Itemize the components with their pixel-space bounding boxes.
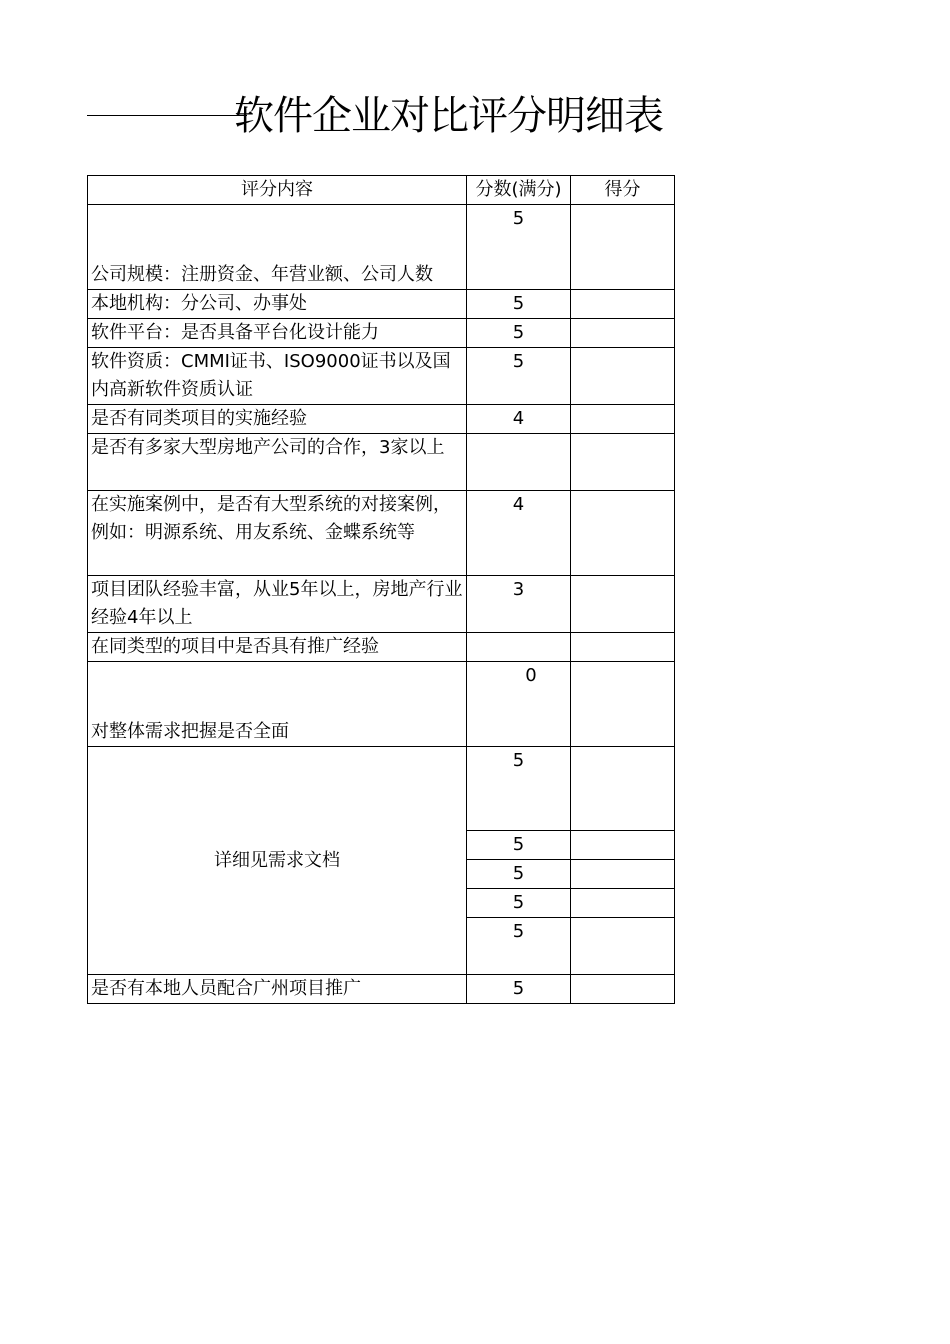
row-got: [571, 662, 675, 747]
row-score: 5: [467, 860, 571, 889]
row-score: 5: [467, 747, 571, 831]
row-content: 对整体需求把握是否全面: [88, 662, 467, 747]
table-row: [88, 205, 675, 290]
row-score: 4: [467, 405, 571, 434]
row-score: 3: [467, 576, 571, 633]
row-content: 是否有多家大型房地产公司的合作，3家以上: [88, 434, 467, 491]
row-score: 5: [467, 831, 571, 860]
row-got: [571, 975, 675, 1004]
table-header-row: [88, 176, 675, 205]
row-got: [571, 290, 675, 319]
table-row: [88, 747, 675, 831]
row-content: 在同类型的项目中是否具有推广经验: [88, 633, 467, 662]
row-content: 在实施案例中，是否有大型系统的对接案例，例如：明源系统、用友系统、金蝶系统等: [88, 491, 467, 576]
row-content: 软件资质：CMMI证书、ISO9000证书以及国内高新软件资质认证: [88, 348, 467, 405]
row-content: 公司规模：注册资金、年营业额、公司人数: [88, 205, 467, 290]
table-row: [88, 662, 675, 747]
table-row: [88, 491, 675, 576]
table-row: [88, 348, 675, 405]
row-score: 5: [467, 348, 571, 405]
header-got: 得分: [571, 176, 675, 205]
row-got: [571, 319, 675, 348]
row-got: [571, 889, 675, 918]
row-content: 项目团队经验丰富，从业5年以上，房地产行业经验4年以上: [88, 576, 467, 633]
row-score: 5: [467, 889, 571, 918]
row-score: [467, 633, 571, 662]
table-row: [88, 434, 675, 491]
row-content: 是否有本地人员配合广州项目推广: [88, 975, 467, 1004]
header-full-score: 分数(满分): [467, 176, 571, 205]
row-got: [571, 348, 675, 405]
row-got: [571, 434, 675, 491]
score-table: [87, 175, 675, 1004]
row-score: [467, 434, 571, 491]
row-got: [571, 633, 675, 662]
table-row: [88, 975, 675, 1004]
table-row: [88, 319, 675, 348]
row-score: 5: [467, 319, 571, 348]
row-got: [571, 918, 675, 975]
row-content: 本地机构：分公司、办事处: [88, 290, 467, 319]
table-row: [88, 633, 675, 662]
row-content: 软件平台：是否具备平台化设计能力: [88, 319, 467, 348]
row-got: [571, 831, 675, 860]
row-got: [571, 491, 675, 576]
row-score: 5: [467, 975, 571, 1004]
row-content: 是否有同类项目的实施经验: [88, 405, 467, 434]
row-score: 4: [467, 491, 571, 576]
title-strike-line: [87, 115, 247, 116]
row-score: 5: [467, 205, 571, 290]
row-got: [571, 405, 675, 434]
table-row: [88, 290, 675, 319]
row-got: [571, 860, 675, 889]
row-score: 0: [467, 662, 571, 747]
row-score: 5: [467, 918, 571, 975]
page-title: 软件企业对比评分明细表: [234, 93, 663, 139]
row-score: 5: [467, 290, 571, 319]
row-got: [571, 747, 675, 831]
table-row: [88, 405, 675, 434]
table-row: [88, 576, 675, 633]
header-content: 评分内容: [88, 176, 467, 205]
row-got: [571, 205, 675, 290]
row-got: [571, 576, 675, 633]
detail-group-content: 详细见需求文档: [88, 747, 467, 975]
